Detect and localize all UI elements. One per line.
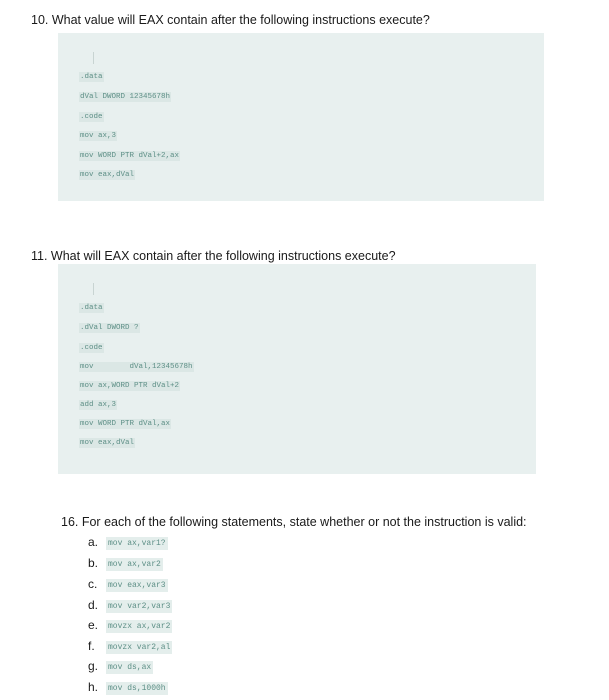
code-line: dVal DWORD 12345678h — [80, 93, 171, 101]
option-letter: h. — [88, 680, 99, 694]
question-10-code-block — [58, 33, 544, 201]
option-code: mov var2,var3 — [108, 602, 171, 611]
code-line: mov WORD PTR dVal,ax — [80, 420, 171, 428]
option-letter: c. — [88, 577, 98, 591]
option-letter: f. — [88, 639, 95, 653]
option-code: mov ax,var2 — [108, 560, 161, 569]
option-b — [88, 554, 163, 569]
text-cursor — [93, 283, 94, 295]
option-code: mov ds,1000h — [108, 684, 166, 693]
code-line: .data — [80, 304, 103, 312]
code-line: mov dVal,12345678h — [80, 363, 193, 371]
option-letter: e. — [88, 618, 99, 632]
question-11-title: 11. What will EAX contain after the following instructions execute? — [31, 249, 396, 263]
code-line: mov eax,dVal — [80, 171, 135, 179]
text-cursor — [93, 52, 94, 64]
question-16-title: 16. For each of the following statements, state whether or not the instruction is valid: — [61, 515, 527, 529]
code-line: mov ax,3 — [80, 132, 117, 140]
question-10-title: 10. What value will EAX contain after the following instructions execute? — [31, 13, 430, 27]
code-line: .data — [80, 73, 103, 81]
code-line: mov eax,dVal — [80, 439, 135, 447]
option-f — [88, 637, 172, 652]
option-code: movzx ax,var2 — [108, 622, 171, 631]
option-a — [88, 533, 168, 548]
code-line: .code — [80, 344, 103, 352]
code-line: mov WORD PTR dVal+2,ax — [80, 152, 180, 160]
code-line: mov ax,WORD PTR dVal+2 — [80, 382, 180, 390]
option-letter: g. — [88, 659, 99, 673]
option-letter: b. — [88, 556, 99, 570]
option-g — [88, 657, 153, 672]
option-e — [88, 616, 172, 631]
option-code: mov ax,var1? — [108, 539, 166, 548]
question-11-code-block — [58, 264, 536, 474]
code-line: .dVal DWORD ? — [80, 324, 139, 332]
code-line: .code — [80, 113, 103, 121]
option-code: mov eax,var3 — [108, 581, 166, 590]
option-h — [88, 678, 168, 693]
option-d — [88, 596, 172, 611]
option-code: movzx var2,al — [108, 643, 171, 652]
option-letter: a. — [88, 535, 99, 549]
code-line: add ax,3 — [80, 401, 117, 409]
option-code: mov ds,ax — [108, 663, 152, 672]
option-c — [88, 575, 168, 590]
option-letter: d. — [88, 598, 99, 612]
